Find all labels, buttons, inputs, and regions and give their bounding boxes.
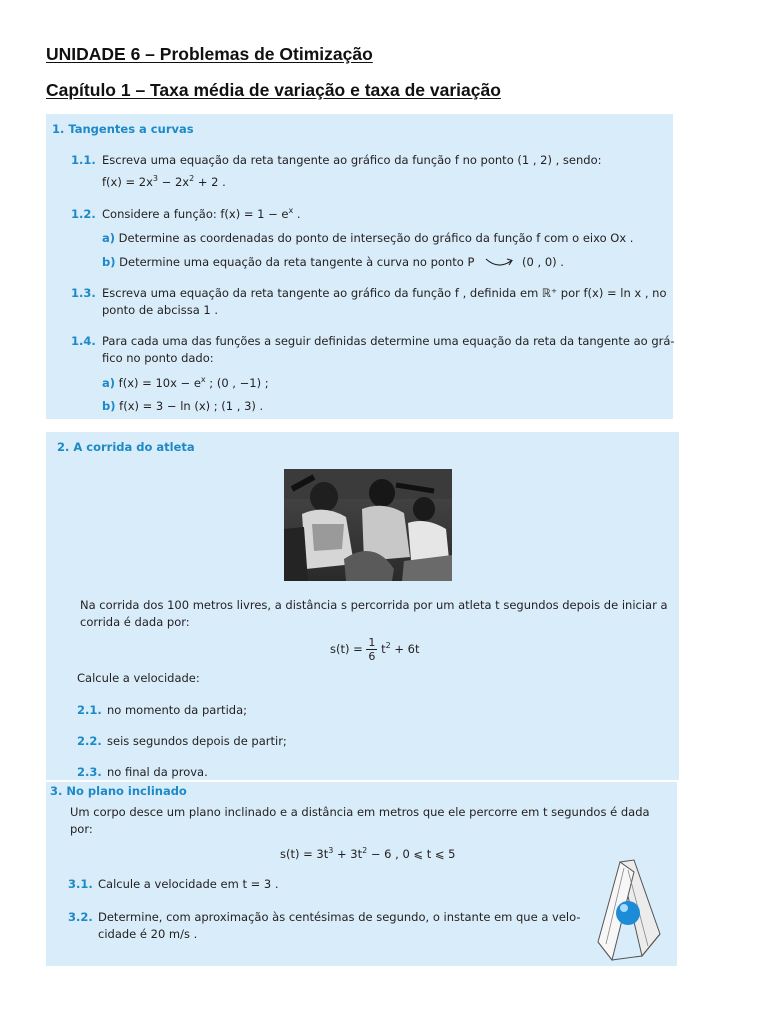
question-number: 1.2. (71, 207, 96, 221)
question-1-4-line2: fico no ponto dado: (102, 351, 214, 365)
section-3-title: 3. No plano inclinado (50, 784, 187, 798)
section-3-formula: $s(t) = 3t^3 + 3t^2 - 6$ , 0 ⩽ t ⩽ 5 (280, 846, 456, 861)
curved-arrow-icon (484, 256, 516, 270)
question-3-2-line2: cidade é 20 m/s . (98, 927, 198, 941)
athletes-photo (284, 469, 452, 581)
section-2-prompt: Calcule a velocidade: (77, 671, 200, 685)
question-1-1-formula: $f(x) = 2x^3 - 2x^2 + 2$ . (102, 174, 226, 189)
section-3-intro-line1: Um corpo desce um plano inclinado e a distância em metros que ele percorre em t segundos é dada (70, 805, 650, 819)
question-1-4-b: b) f(x) = 3 − ln (x) ; (1 , 3) . (102, 399, 264, 413)
unit-title: UNIDADE 6 – Problemas de Otimização (46, 44, 373, 64)
question-1-3-line2: ponto de abcissa 1 . (102, 303, 219, 317)
fraction: $\frac{1}{6}$ (368, 636, 376, 663)
question-1-2-b: b) Determine uma equação da reta tangente à curva no ponto P (0 , 0) . (102, 255, 564, 269)
question-1-2: 1.2. Considere a função: $f(x) = 1 - e^x$ . (71, 206, 301, 221)
inclined-plane-illustration (590, 858, 670, 962)
chapter-title: Capítulo 1 – Taxa média de variação e taxa de variação (46, 80, 501, 100)
section-2-intro-line1: Na corrida dos 100 metros livres, a distância s percorrida por um atleta t segundos depois de iniciar a (80, 598, 668, 612)
section-3-intro-line2: por: (70, 822, 93, 836)
section-2-title: 2. A corrida do atleta (57, 440, 195, 454)
question-1-1: 1.1. Escreva uma equação da reta tangente ao gráfico da função f no ponto (1 , 2) , sendo: (71, 153, 602, 167)
question-number: 1.3. (71, 286, 96, 300)
question-2-2: 2.2. seis segundos depois de partir; (77, 734, 287, 748)
question-number: 1.4. (71, 334, 96, 348)
question-1-3: 1.3. Escreva uma equação da reta tangente ao gráfico da função f , definida em ℝ⁺ por f(x) = ln x , no (71, 286, 667, 300)
question-number: 1.1. (71, 153, 96, 167)
question-1-4: 1.4. Para cada uma das funções a seguir definidas determine uma equação da reta da tangente ao grá- (71, 334, 675, 348)
question-1-4-a: a) $f(x) = 10x - e^x$ ; (0 , −1) ; (102, 375, 269, 390)
question-1-2-a: a) Determine as coordenadas do ponto de interseção do gráfico da função f com o eixo Ox . (102, 231, 634, 245)
question-2-1: 2.1. no momento da partida; (77, 703, 247, 717)
question-2-3: 2.3. no final da prova. (77, 765, 208, 779)
section-2-intro-line2: corrida é dada por: (80, 615, 190, 629)
section-2-formula: s(t) = $\frac{1}{6}$ $t^2 + 6t$ (330, 636, 420, 663)
section-1-title: 1. Tangentes a curvas (52, 122, 194, 136)
question-3-2: 3.2. Determine, com aproximação às centésimas de segundo, o instante em que a velo- (68, 910, 581, 924)
question-3-1: 3.1. Calcule a velocidade em t = 3 . (68, 877, 279, 891)
